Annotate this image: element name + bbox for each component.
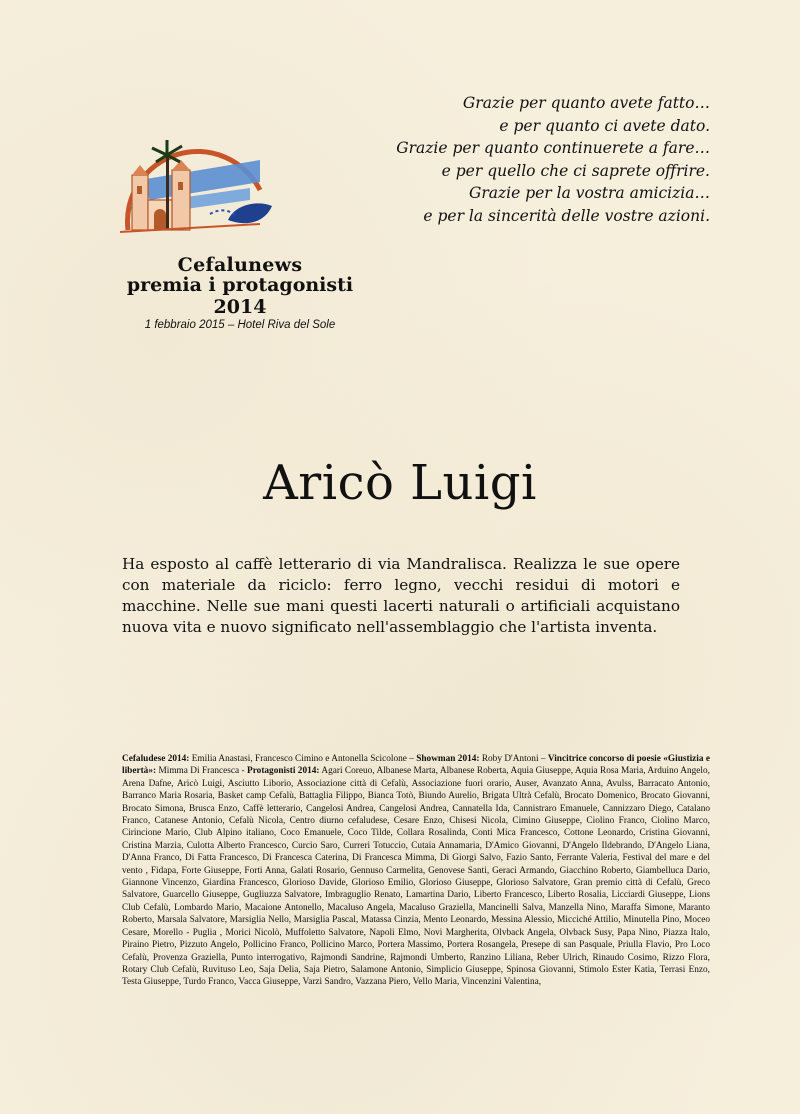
awards-list xyxy=(122,753,710,989)
cathedral-logo-icon xyxy=(110,120,280,250)
award-label: Cefaludese 2014: xyxy=(122,754,190,764)
award-names: Agari Coreuo, Albanese Marta, Albanese Roberta, Aquia Giuseppe, Aquia Rosa Maria, Arduino Angelo, Arena Dafne, Aricò Luigi, Asciutto Liborio, Associazione città di Cefalù, Associazione fuori orario, Auser, Avanzato Anna, Avulss, Barracato Antonio, Barranco Maria Rosaria, Basket camp Cefalù, Battaglia Filippo, Bianca Totò, Biundo Aurelio, Brigata Ultrà Cefalù, Brocato Domenico, Brocato Giovanni, Brocato Simona, Brusca Enzo, Caffè letterario, Cangelosi Andrea, Cangelosi Andrea, Cannatella Ida, Cannistraro Emanuele, Cannizzaro Diego, Catalano Franco, Catanese Antonio, Cefalù Nicola, Centro diurno cefaludese, Cesare Enzo, Chisesi Nicola, Cimino Giuseppe, Ciolino Franco, Ciolino Marco, Cirincione Mario, Club Alpino italiano, Coco Emanuele, Coco Tilde, Collara Rosalinda, Conti Mica Francesco, Cottone Leonardo, Cristina Giovanni, Cristina Marzia, Culotta Alberto Francesco, Curcio Saro, Curreri Totuccio, Cutaia Annamaria, D'Amico Giovanni, D'Angelo Ildebrando, D'Angelo Liana, D'Anna Franco, Di Fatta Francesco, Di Francesca Caterina, Di Francesca Mimma, Di Giorgi Salvo, Fazio Santo, Ferrante Valeria, Festival del mare e del vento , Fidapa, Forte Giuseppe, Forti Anna, Galati Rosario, Gennuso Carmelita, Genovese Santi, Geraci Armando, Giacchino Roberto, Giambelluca Dario, Giannone Vincenzo, Giardina Francesco, Glorioso Davide, Glorioso Emilio, Glorioso Giuseppe, Glorioso Salvatore, Gran premio città di Cefalù, Greco Salvatore, Guarcello Giuseppe, Gugliuzza Salvatore, Imbraguglio Renato, Lamartina Dario, Liberto Francesco, Liberto Rosalia, Licciardi Giuseppe, Lions Club Cefalù, Lombardo Mario, Macaione Antonello, Macaluso Angela, Macaluso Graziella, Mancinelli Salva, Manzella Nino, Maraffa Simone, Maranto Roberto, Marsala Salvatore, Marsiglia Nello, Marsiglia Pascal, Matassa Cinzia, Mento Leonardo, Messina Alessio, Micciché Attilio, Minutella Pino, Moceo Cesare, Morello - Puglia , Morici Nicolò, Muffoletto Salvatore, Napoli Elmo, Novi Margherita, Olvback Angela, Olvback Susy, Papa Nino, Piazza Italo, Piraino Pietro, Pizzuto Angelo, Pollicino Franco, Pollicino Marco, Portera Massimo, Portera Rosangela, Presepe di san Pasquale, Priulla Flavio, Pro Loco Cefalù, Provenza Graziella, Punto interrogativo, Rajmondi Sandrine, Rajmondi Umberto, Ranzino Liliana, Reber Ulrich, Rinaudo Cosimo, Rizzo Flora, Rotary Club Cefalù, Ruvituso Leo, Saja Delia, Saja Pietro, Salamone Antonio, Simplicio Giuseppe, Spinosa Giovanni, Stimolo Ester Katia, Terrasi Enzo, Testa Giuseppe, Turdo Franco, Vacca Giuseppe, Varzi Sandro, Vazzana Piero, Vello Maria, Vincenzini Valentina, xyxy=(122,766,710,988)
thanks-line: e per quello che ci saprete offrire. xyxy=(441,161,710,180)
award-names: Emilia Anastasi, Francesco Cimino e Antonella Scicolone – xyxy=(189,754,417,764)
thanks-line: Grazie per quanto avete fatto… xyxy=(462,94,710,112)
awardee-description: Ha esposto al caffè letterario di via Mandralisca. Realizza le sue opere con materiale da riciclo: ferro legno, vecchi residui di motori e macchine. Nelle sue mani questi lacerti naturali o artificiali acquistano nuova vita e nuovo significato nell'assemblaggio che l'artista inventa. xyxy=(122,555,680,636)
award-names: Mimma Di Francesca - xyxy=(156,766,248,777)
thanks-line: e per quanto ci avete dato. xyxy=(499,116,710,135)
header-block xyxy=(100,254,380,331)
thanks-line: Grazie per quanto continuerete a fare… xyxy=(396,139,710,157)
award-label: Vincitrice concorso di poesie «Giustizia e libertà»: xyxy=(122,754,710,777)
brand-title: Cefalunews xyxy=(177,254,303,276)
thanks-poem xyxy=(396,92,710,227)
cefalunews-logo xyxy=(110,120,280,250)
event-date-location: 1 febbraio 2015 – Hotel Riva del Sole xyxy=(144,319,336,331)
award-label: Showman 2014: xyxy=(416,754,480,764)
thanks-line: e per la sincerità delle vostre azioni. xyxy=(423,206,710,225)
thanks-line: Grazie per la vostra amicizia… xyxy=(468,184,710,202)
awardee-name: Aricò Luigi xyxy=(263,455,537,511)
event-subtitle: premia i protagonisti 2014 xyxy=(126,274,354,318)
award-names: Roby D'Antoni – xyxy=(479,754,548,764)
award-label: Protagonisti 2014: xyxy=(247,766,320,777)
